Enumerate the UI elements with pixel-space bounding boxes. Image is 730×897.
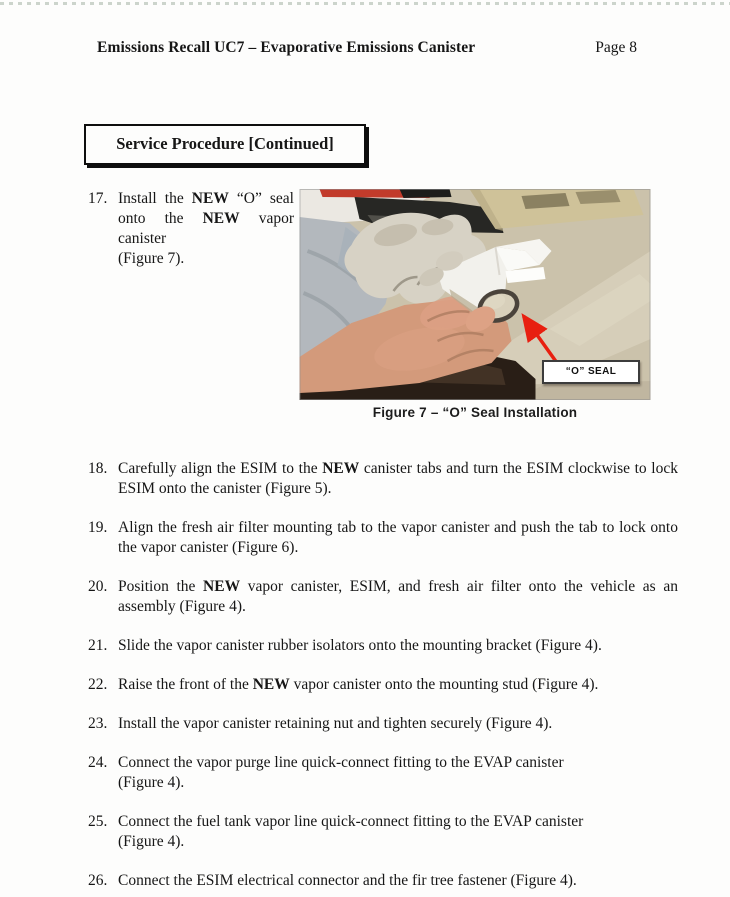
step-text: Connect the vapor purge line quick-connect fitting to the EVAP canister (Figure 4).	[118, 754, 564, 791]
step-item-24	[88, 753, 730, 793]
step-text: Install the NEW “O” seal onto the NEW vapor canister (Figure 7).	[118, 190, 294, 267]
figure-caption: Figure 7 – “O” Seal Installation	[372, 405, 578, 420]
step-text: Install the vapor canister retaining nut and tighten securely (Figure 4).	[118, 715, 553, 732]
scan-artifact-top-edge	[0, 2, 730, 5]
step-text: Align the fresh air filter mounting tab to the vapor canister and push the tab to lock onto the vapor canister (Figure 6).	[118, 519, 678, 556]
step-text: Slide the vapor canister rubber isolators onto the mounting bracket (Figure 4).	[118, 637, 602, 654]
step-item-17	[88, 189, 730, 423]
step-text: Connect the fuel tank vapor line quick-connect fitting to the EVAP canister (Figure 4).	[118, 813, 584, 850]
step-number: 26.	[88, 872, 108, 889]
step-number: 24.	[88, 754, 108, 771]
step-text: Connect the ESIM electrical connector and the fir tree fastener (Figure 4).	[118, 872, 577, 889]
step-text: Carefully align the ESIM to the NEW canister tabs and turn the ESIM clockwise to lock ESIM onto the canister (Figure 5).	[118, 460, 678, 497]
section-heading-box	[84, 124, 366, 165]
step-text: Position the NEW vapor canister, ESIM, and fresh air filter onto the vehicle as an assembly (Figure 4).	[118, 578, 678, 615]
step-item-22	[88, 675, 730, 695]
step-number: 19.	[88, 519, 108, 536]
page-header	[0, 0, 730, 58]
step-item-21	[88, 636, 730, 656]
step-item-26	[88, 871, 730, 891]
section-heading: Service Procedure [Continued]	[116, 134, 334, 153]
step-number: 18.	[88, 460, 108, 477]
step-item-20	[88, 577, 730, 617]
o-seal-callout-label: “O” SEAL	[542, 360, 640, 384]
procedure-steps-list	[88, 459, 730, 891]
step-number: 22.	[88, 676, 108, 693]
step-number: 23.	[88, 715, 108, 732]
figure-7-photo	[299, 189, 651, 400]
step-text: Raise the front of the NEW vapor canister onto the mounting stud (Figure 4).	[118, 676, 599, 693]
figure-7-block	[299, 189, 651, 423]
page-number: Page 8	[595, 39, 637, 56]
step-item-19	[88, 518, 730, 558]
step-number: 21.	[88, 637, 108, 654]
step-number: 20.	[88, 578, 108, 595]
step-item-23	[88, 714, 730, 734]
step-item-25	[88, 812, 730, 852]
step-number: 17.	[88, 190, 108, 207]
step-item-18	[88, 459, 730, 499]
document-title: Emissions Recall UC7 – Evaporative Emissions Canister	[97, 39, 476, 56]
step-number: 25.	[88, 813, 108, 830]
